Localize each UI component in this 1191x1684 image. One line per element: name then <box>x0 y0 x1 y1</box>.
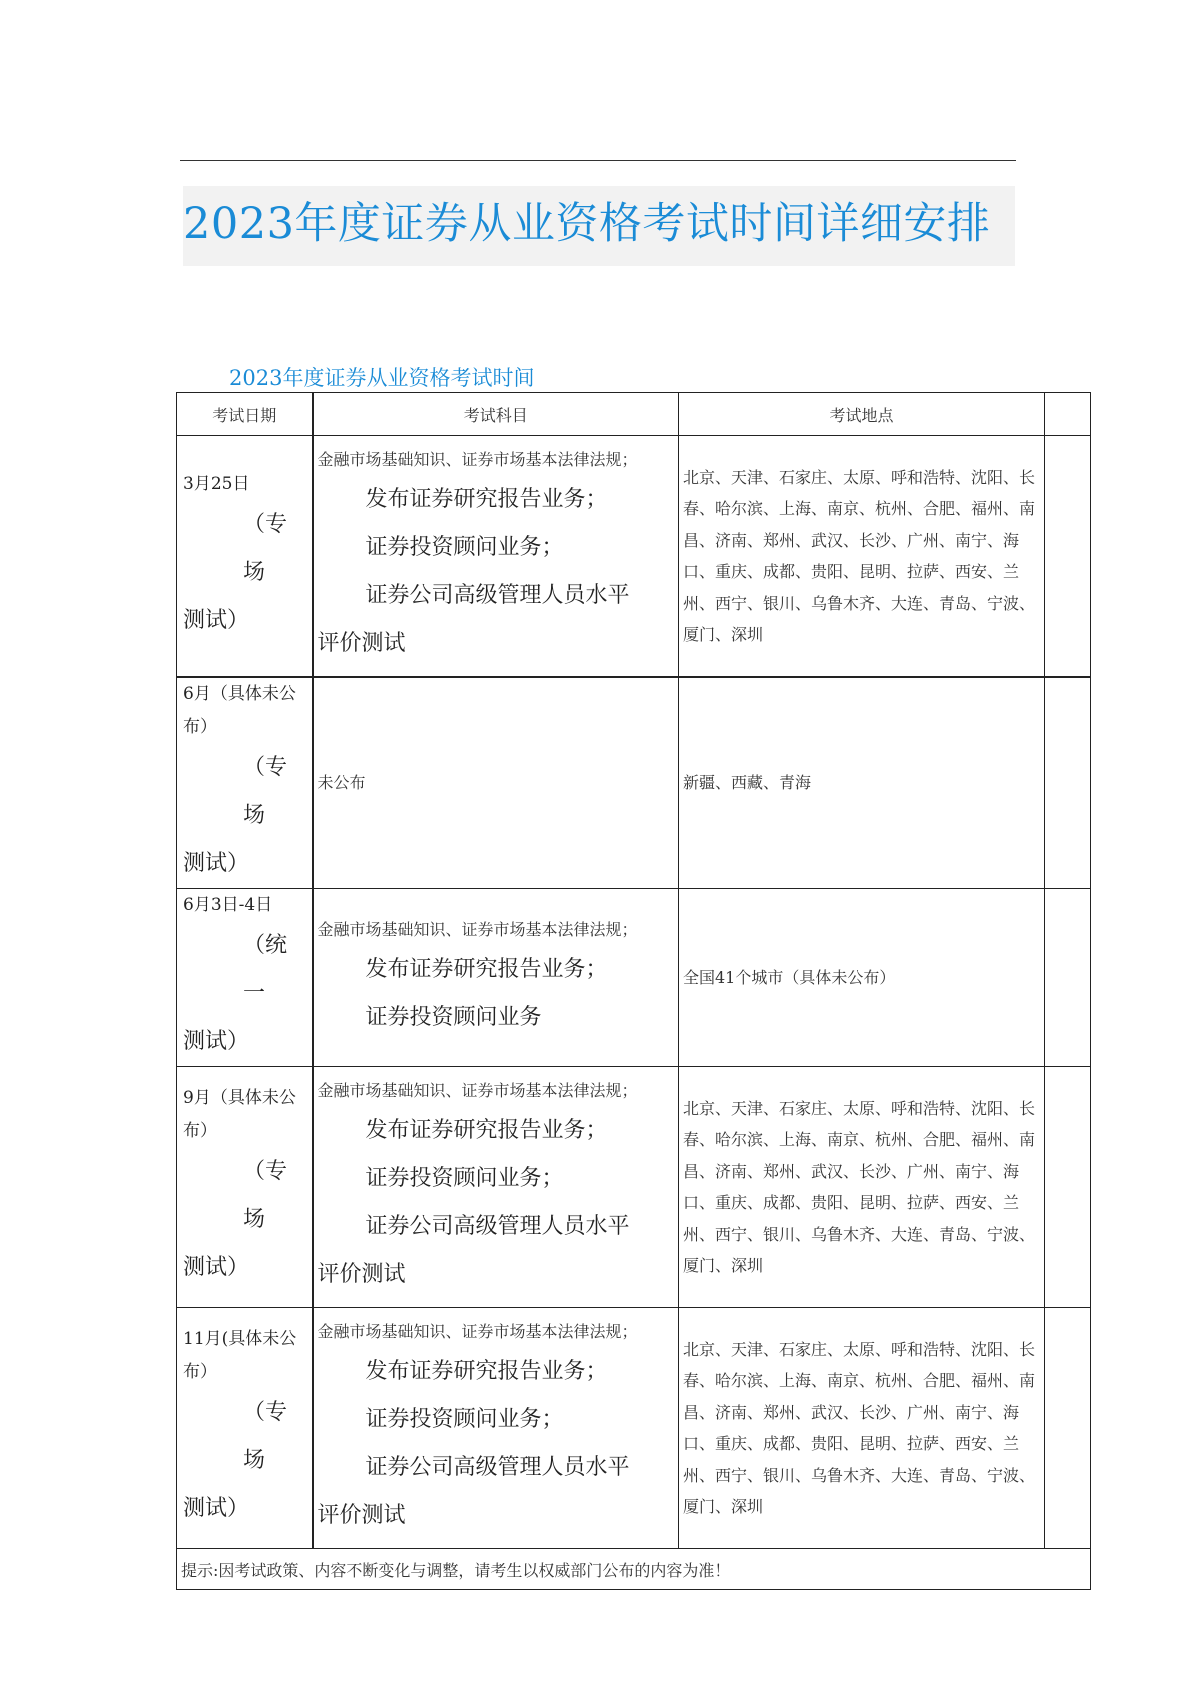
empty-cell <box>1045 677 1091 889</box>
subject-item: 证券投资顾问业务； <box>365 535 564 560</box>
subject-item: 证券投资顾问业务； <box>365 1166 564 1191</box>
exam-schedule-table <box>176 392 1091 1590</box>
empty-cell <box>1045 1067 1091 1308</box>
table-row <box>177 677 1091 889</box>
table-row <box>177 436 1091 678</box>
exam-date: 6月（具体未公布） <box>183 684 296 737</box>
empty-cell <box>1045 436 1091 678</box>
subject-item: 发布证券研究报告业务； <box>365 487 608 512</box>
exam-type-cont: 测试） <box>183 1029 250 1054</box>
subject-cell <box>313 436 679 678</box>
exam-type-cont: 测试） <box>183 851 250 876</box>
table-row <box>177 1067 1091 1308</box>
subject-item: 证券公司高级管理人员水平 <box>365 583 630 608</box>
exam-type: （统一 <box>243 933 288 1006</box>
date-cell <box>177 436 313 678</box>
subject-item: 证券投资顾问业务； <box>365 1407 564 1432</box>
exam-date: 9月（具体未公布） <box>183 1088 296 1141</box>
subject-basic: 金融市场基础知识、证券市场基本法律法规； <box>317 1322 638 1341</box>
header-exam-location: 考试地点 <box>679 393 1045 436</box>
subject-item: 证券公司高级管理人员水平 <box>365 1455 630 1480</box>
table-header-row <box>177 393 1091 436</box>
location-cell: 新疆、西藏、青海 <box>679 677 1045 889</box>
note-text: 提示:因考试政策、内容不断变化与调整，请考生以权威部门公布的内容为准！ <box>177 1549 1091 1590</box>
exam-type: （专场 <box>243 511 288 585</box>
subject-item-cont: 评价测试 <box>317 631 406 656</box>
subject-item-cont: 评价测试 <box>317 1503 406 1528</box>
subject-cell <box>313 1308 679 1549</box>
exam-type: （专场 <box>243 755 288 828</box>
exam-date: 3月25日 <box>183 473 250 494</box>
exam-date: 6月3日-4日 <box>183 895 273 915</box>
exam-type: （专场 <box>243 1159 288 1232</box>
subject-item: 发布证券研究报告业务； <box>365 956 608 982</box>
exam-type-cont: 测试） <box>183 607 250 633</box>
subject-item: 发布证券研究报告业务； <box>365 1118 608 1143</box>
empty-cell <box>1045 889 1091 1067</box>
table-row <box>177 889 1091 1067</box>
table-row <box>177 1308 1091 1549</box>
location-cell: 北京、天津、石家庄、太原、呼和浩特、沈阳、长春、哈尔滨、上海、南京、杭州、合肥、福州、南昌、济南、郑州、武汉、长沙、广州、南宁、海口、重庆、成都、贵阳、昆明、拉萨、西安、兰州、西宁、银川、乌鲁木齐、大连、青岛、宁波、厦门、深圳 <box>679 436 1045 678</box>
empty-cell <box>1045 1308 1091 1549</box>
date-cell <box>177 1067 313 1308</box>
date-cell <box>177 889 313 1067</box>
subject-cell <box>313 889 679 1067</box>
location-cell: 北京、天津、石家庄、太原、呼和浩特、沈阳、长春、哈尔滨、上海、南京、杭州、合肥、福州、南昌、济南、郑州、武汉、长沙、广州、南宁、海口、重庆、成都、贵阳、昆明、拉萨、西安、兰州、西宁、银川、乌鲁木齐、大连、青岛、宁波、厦门、深圳 <box>679 1067 1045 1308</box>
exam-type-cont: 测试） <box>183 1496 250 1521</box>
table-caption: 2023年度证券从业资格考试时间 <box>229 366 535 390</box>
subject-item: 发布证券研究报告业务； <box>365 1359 608 1384</box>
header-exam-subject: 考试科目 <box>313 393 679 436</box>
subject-item: 证券投资顾问业务 <box>365 1004 542 1030</box>
exam-date: 11月(具体未公布） <box>183 1329 297 1382</box>
header-empty <box>1045 393 1091 436</box>
subject-cell <box>313 1067 679 1308</box>
subject-basic: 金融市场基础知识、证券市场基本法律法规； <box>317 1081 638 1100</box>
location-cell: 北京、天津、石家庄、太原、呼和浩特、沈阳、长春、哈尔滨、上海、南京、杭州、合肥、福州、南昌、济南、郑州、武汉、长沙、广州、南宁、海口、重庆、成都、贵阳、昆明、拉萨、西安、兰州、西宁、银川、乌鲁木齐、大连、青岛、宁波、厦门、深圳 <box>679 1308 1045 1549</box>
date-cell <box>177 677 313 889</box>
subject-item-cont: 评价测试 <box>317 1262 406 1287</box>
exam-type-cont: 测试） <box>183 1255 250 1280</box>
top-divider <box>180 160 1016 161</box>
subject-basic: 金融市场基础知识、证券市场基本法律法规； <box>317 450 638 469</box>
header-exam-date: 考试日期 <box>177 393 313 436</box>
page-title: 2023年度证券从业资格考试时间详细安排 <box>183 199 991 249</box>
subject-basic: 金融市场基础知识、证券市场基本法律法规； <box>317 919 638 939</box>
location-cell: 全国41个城市（具体未公布） <box>679 889 1045 1067</box>
subject-item: 证券公司高级管理人员水平 <box>365 1214 630 1239</box>
note-row <box>177 1549 1091 1590</box>
date-cell <box>177 1308 313 1549</box>
subject-cell: 未公布 <box>313 677 679 889</box>
exam-type: （专场 <box>243 1400 288 1473</box>
